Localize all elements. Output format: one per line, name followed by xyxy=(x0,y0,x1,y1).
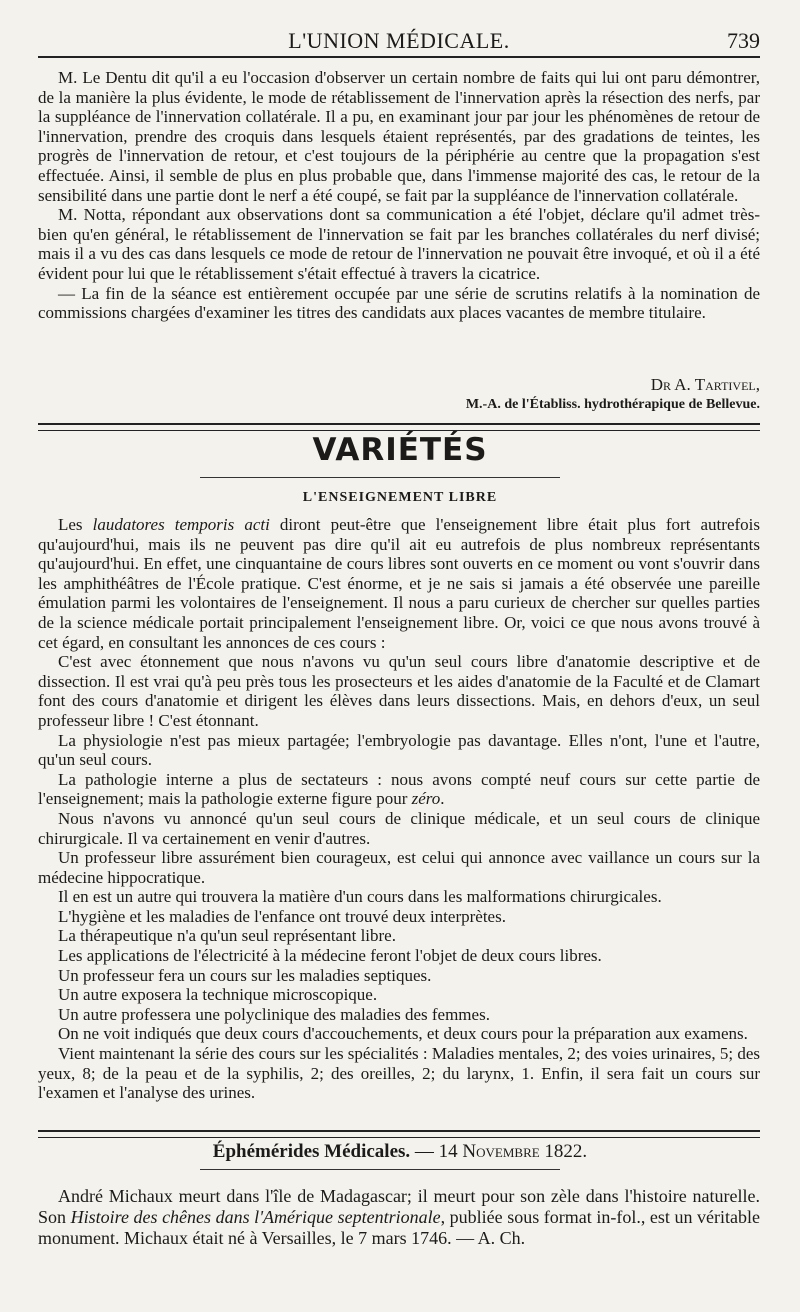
signature-name: Dr A. Tartivel, xyxy=(650,375,760,394)
paragraph-septiques: Un professeur fera un cours sur les maladies septiques. xyxy=(58,965,432,985)
paragraph-microscopique: Un autre exposera la technique microscopique. xyxy=(58,985,378,1005)
paragraph-intro: Les laudatores temporis acti diront peut-être que l'enseignement libre était plus fort autrefois qu'aujourd'hui, mais ils ne peuvent pas dire qu'il ait eu autrefois de plus nombreux représentants qu'aujourd'hui. En effet, une cinquantaine de cours libres sont ouverts en ce moment ou vont s'ouvrir dans les amphithéâtres de l'École pratique. C'est énorme, et je ne sais si jamais a été observée une pareille émulation parmi les volontaires de l'enseignement. Il nous a paru curieux de chercher sur quelles parties de la science médicale portait principalement l'enseignement libre. Or, voici ce que nous avons trouvé à cet égard, en consultant les annonces de ces cours : xyxy=(38,515,760,652)
pathology-emphasis: zéro xyxy=(411,789,441,809)
varietes-article xyxy=(38,515,760,1103)
ephemerides-text xyxy=(38,1186,760,1249)
paragraph-pathologie: La pathologie interne a plus de sectateurs : nous avons compté neuf cours sur cette partie de l'enseignement; mais la pathologie externe figure pour zéro. xyxy=(38,769,760,809)
paragraph-michaux: André Michaux meurt dans l'île de Madagascar; il meurt pour son zèle dans l'histoire naturelle. Son Histoire des chênes dans l'Amérique septentrionale, publiée sous format in-fol., est un véritable monument. Michaux était né à Versailles, le 7 mars 1746. — A. Ch. xyxy=(38,1186,761,1248)
paragraph-physiologie: La physiologie n'est pas mieux partagée; l'embryologie pas davantage. Elles n'ont, l'une et l'autre, qu'un seul cours. xyxy=(38,730,760,770)
book-title: Histoire des chênes dans l'Amérique septentrionale xyxy=(70,1207,441,1227)
ephemerides-underline xyxy=(200,1169,560,1170)
session-report xyxy=(38,68,760,323)
paragraph-specialites: Vient maintenant la série des cours sur les spécialités : Maladies mentales, 2; des voies urinaires, 5; des yeux, 8; de la peau et de la syphilis, 2; des oreilles, 2; du larynx, 1. Enfin, il sera fait un cours sur l'examen et l'analyse des urines. xyxy=(38,1044,760,1103)
ephemerides-title: Éphémérides Médicales. xyxy=(212,1141,411,1162)
paragraph-electricite: Les applications de l'électricité à la médecine feront l'objet de deux cours libres. xyxy=(58,946,602,966)
paragraph-notta: M. Notta, répondant aux observations dont sa communication a été l'objet, déclare qu'il admet très-bien qu'en général, le rétablissement de l'innervation se fait par les branches collatérales du nerf divisé; mais il a vu des cas dans lesquels ce mode de retour de l'innervation ne pouvait être invoqué, et où il a été évident pour lui que le rétablissement s'était effectué à travers la cicatrice. xyxy=(38,205,760,283)
intro-emphasis: laudatores temporis acti xyxy=(92,515,270,534)
ephemerides-date: — 14 Novembre 1822. xyxy=(414,1141,588,1162)
paragraph-therapeutique: La thérapeutique n'a qu'un seul représentant libre. xyxy=(58,926,396,946)
subheading-enseignement-libre: L'ENSEIGNEMENT LIBRE xyxy=(302,490,498,505)
ephemerides-divider xyxy=(38,1130,760,1138)
paragraph-hippocratique: Un professeur libre assurément bien courageux, est celui qui annonce avec vaillance un cours sur la médecine hippocratique. xyxy=(38,848,760,887)
paragraph-clinique: Nous n'avons vu annoncé qu'un seul cours de clinique médicale, et un seul cours de clinique chirurgicale. Il va certainement en venir d'autres. xyxy=(38,808,760,848)
paragraph-seance-end: — La fin de la séance est entièrement occupée par une série de scrutins relatifs à la nomination de commissions chargées d'examiner les titres des candidats aux places vacantes de membre titulaire. xyxy=(38,283,760,323)
paragraph-hygiene: L'hygiène et les maladies de l'enfance ont trouvé deux interprètes. xyxy=(58,906,506,926)
paragraph-malformations: Il en est un autre qui trouvera la matière d'un cours dans les malformations chirurgicales. xyxy=(58,887,662,907)
paragraph-polyclinique: Un autre professera une polyclinique des maladies des femmes. xyxy=(58,1004,490,1024)
page-number: 739 xyxy=(727,28,760,53)
section-divider xyxy=(38,423,760,431)
paragraph-anatomie: C'est avec étonnement que nous n'avons vu qu'un seul cours libre d'anatomie descriptive et de dissection. Il est vrai qu'à peu près tous les prosecteurs et les aides d'anatomie de la Faculté et de Clamart font des cours d'anatomie et dirigent les élèves dans leurs dissections. Mais, en dehors d'eux, un seul professeur libre ! C'est étonnant. xyxy=(38,652,760,730)
paragraph-accouchements: On ne voit indiqués que deux cours d'accouchements, et deux cours pour la préparation aux examens. xyxy=(58,1024,748,1044)
paragraph-le-dentu: M. Le Dentu dit qu'il a eu l'occasion d'observer un certain nombre de faits qui lui ont paru démontrer, de la manière la plus évidente, le mode de rétablissement de l'innervation après la résection des nerfs, par la suppléance de l'innervation collatérale. Il a pu, en examinant jour par jour les phénomènes de retour de l'innervation, prendre des croquis dans lesquels étaient représentés, par des gradations de teintes, les progrès de l'innervation de retour, et c'est toujours de la périphérie au centre que la propagation s'est effectuée. Ainsi, il semble de plus en plus probable que, dans l'immense majorité des cas, le retour de la sensibilité dans une partie dont le nerf a été coupé, se fait par la suppléance de l'innervation collatérale. xyxy=(38,68,760,205)
title-underline xyxy=(200,477,560,478)
page-header xyxy=(38,20,760,58)
running-title: L'UNION MÉDICALE. xyxy=(288,28,510,53)
ephemerides-heading xyxy=(0,1141,800,1163)
section-title-varietes: VARIÉTÉS xyxy=(312,432,488,468)
signature-affiliation: M.-A. de l'Établiss. hydrothérapique de Bellevue. xyxy=(465,397,760,412)
